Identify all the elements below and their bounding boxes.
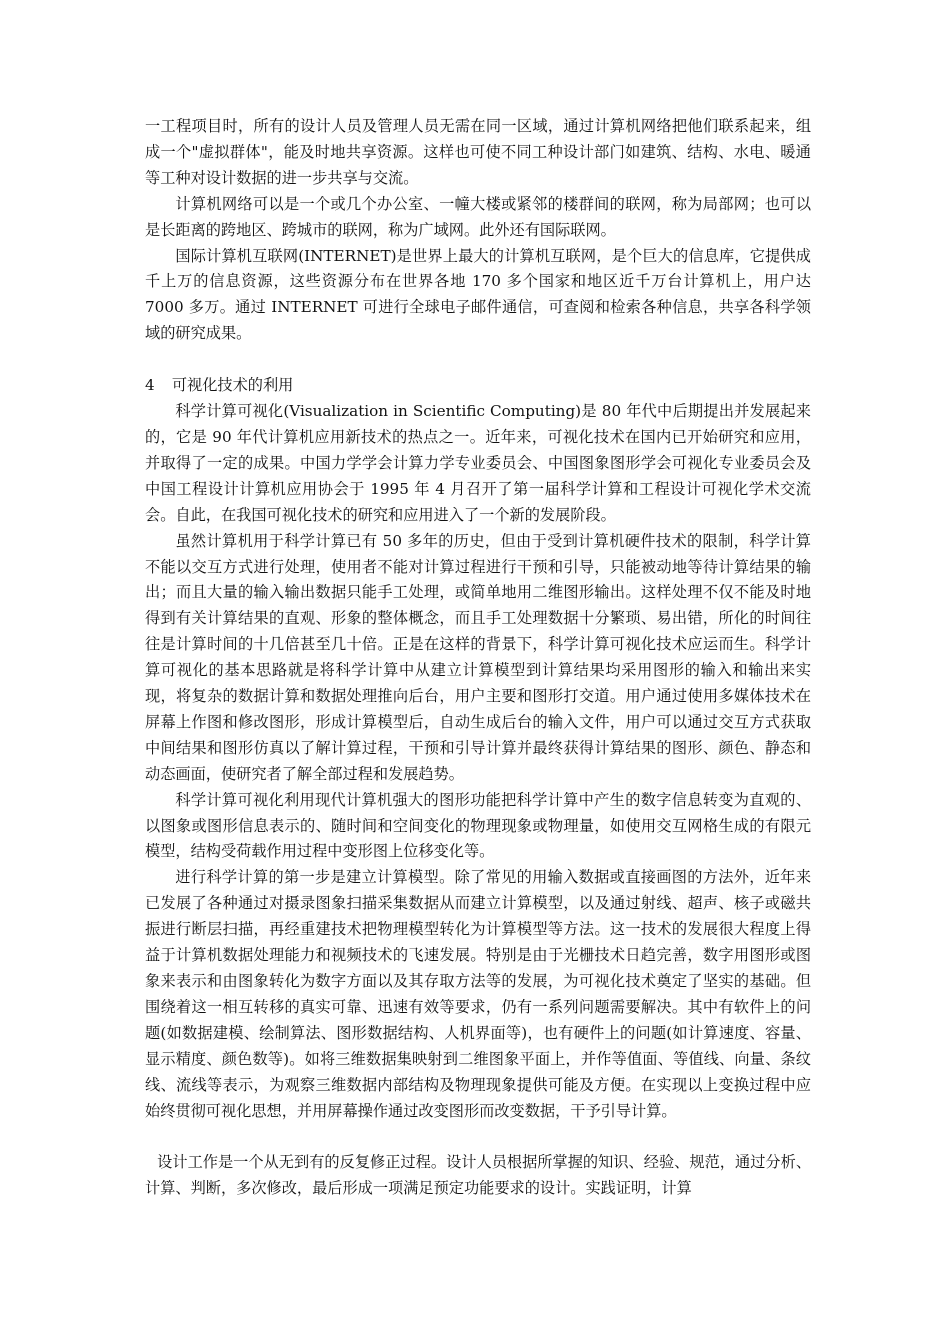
section-gap-bottom bbox=[145, 1124, 811, 1150]
section-heading bbox=[145, 373, 811, 399]
paragraph-visualization-function: 科学计算可视化利用现代计算机强大的图形功能把科学计算中产生的数字信息转变为直观的、以图象或图形信息表示的、随时间和空间变化的物理现象或物理量，如使用交互网格生成的有限元模型，结构受荷载作用过程中变形图上位移变化等。 bbox=[145, 790, 811, 861]
section-gap bbox=[145, 347, 811, 373]
paragraph-visualization-background: 虽然计算机用于科学计算已有 50 多年的历史，但由于受到计算机硬件技术的限制，科学计算不能以交互方式进行处理，使用者不能对计算过程进行干预和引导，只能被动地等待计算结果的输出；而且大量的输入输出数据只能手工处理，或简单地用二维图形输出。这样处理不仅不能及时地得到有关计算结果的直观、形象的整体概念，而且手工处理数据十分繁琐、易出错，所化的时间往往是计算时间的十几倍甚至几十倍。正是在这样的背景下，科学计算可视化技术应运而生。科学计算可视化的基本思路就是将科学计算中从建立计算模型到计算结果均采用图形的输入和输出来实现，将复杂的数据计算和数据处理推向后台，用户主要和图形打交道。用户通过使用多媒体技术在屏幕上作图和修改图形，形成计算模型后，自动生成后台的输入文件，用户可以通过交互方式获取中间结果和图形仿真以了解计算过程，干预和引导计算并最终获得计算结果的图形、颜色、静态和动态画面，使研究者了解全部过程和发展趋势。 bbox=[145, 531, 811, 783]
paragraph-network-virtual-group: 一工程项目时，所有的设计人员及管理人员无需在同一区域，通过计算机网络把他们联系起来，组成一个"虚拟群体"，能及时地共享资源。这样也可使不同工种设计部门如建筑、结构、水电、暖通等工种对设计数据的进一步共享与交流。 bbox=[145, 117, 811, 187]
paragraph-lan-wan: 计算机网络可以是一个或几个办公室、一幢大楼或紧邻的楼群间的联网，称为局部网；也可以是长距离的跨地区、跨城市的联网，称为广域网。此外还有国际联网。 bbox=[145, 194, 811, 239]
section-number: 4 bbox=[145, 376, 155, 395]
paragraph-internet: 国际计算机互联网(INTERNET)是世界上最大的计算机互联网，是个巨大的信息库，它提供成千上万的信息资源，这些资源分布在世界各地 170 多个国家和地区近千万台计算机上，用户达 7000 多万。通过 INTERNET 可进行全球电子邮件通信，可查阅和检索各种信息，共享各科学领域的研究成果。 bbox=[145, 246, 811, 343]
paragraph-design-work: 设计工作是一个从无到有的反复修正过程。设计人员根据所掌握的知识、经验、规范，通过分析、计算、判断，多次修改，最后形成一项满足预定功能要求的设计。实践证明，计算 bbox=[145, 1153, 811, 1198]
section-title: 可视化技术的利用 bbox=[171, 376, 294, 395]
document-page bbox=[145, 114, 811, 1202]
paragraph-computing-model: 进行科学计算的第一步是建立计算模型。除了常见的用输入数据或直接画图的方法外，近年来已发展了各种通过对摄录图象扫描采集数据从而建立计算模型，以及通过射线、超声、核子或磁共振进行断层扫描，再经重建技术把物理模型转化为计算模型等方法。这一技术的发展很大程度上得益于计算机数据处理能力和视频技术的飞速发展。特别是由于光栅技术日趋完善，数字用图形或图象来表示和由图象转化为数字方面以及其存取方法等的发展，为可视化技术奠定了坚实的基础。但围绕着这一相互转移的真实可靠、迅速有效等要求，仍有一系列问题需要解决。其中有软件上的问题(如数据建模、绘制算法、图形数据结构、人机界面等)，也有硬件上的问题(如计算速度、容量、显示精度、颜色数等)。如将三维数据集映射到二维图象平面上，并作等值面、等值线、向量、条纹线、流线等表示，为观察三维数据内部结构及物理现象提供可能及方便。在实现以上变换过程中应始终贯彻可视化思想，并用屏幕操作通过改变图形而改变数据，干予引导计算。 bbox=[145, 868, 811, 1120]
paragraph-visualization-intro: 科学计算可视化(Visualization in Scientific Computing)是 80 年代中后期提出并发展起来的，它是 90 年代计算机应用新技术的热点之一。近年来，可视化技术在国内已开始研究和应用，并取得了一定的成果。中国力学学会计算力学专业委员会、中国图象图形学会可视化专业委员会及中国工程设计计算机应用协会于 1995 年 4 月召开了第一届科学计算和工程设计可视化学术交流会。自此，在我国可视化技术的研究和应用进入了一个新的发展阶段。 bbox=[145, 402, 811, 524]
